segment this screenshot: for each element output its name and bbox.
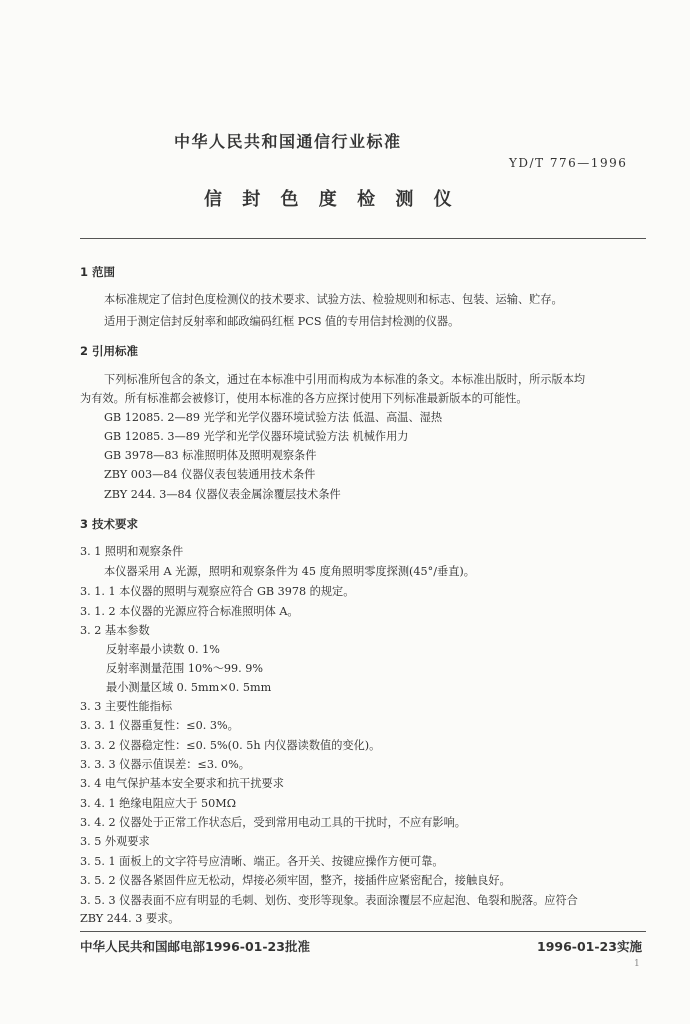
section-heading: 1 范围: [80, 265, 116, 279]
reference-item: ZBY 244. 3—84 仪器仪表金属涂覆层技术条件: [104, 488, 341, 501]
approval-statement: 中华人民共和国邮电部1996-01-23批准: [80, 939, 310, 954]
clause: 3. 4. 1 绝缘电阻应大于 50MΩ: [80, 797, 236, 810]
page-number: 1: [634, 959, 640, 969]
reference-item: ZBY 003—84 仪器仪表包装通用技术条件: [104, 468, 316, 481]
reference-item: GB 3978—83 标准照明体及照明观察条件: [104, 449, 317, 462]
clause: 3. 5. 3 仪器表面不应有明显的毛刺、划伤、变形等现象。表面涂覆层不应起泡、龟裂和脱落。应符合: [80, 894, 578, 907]
clause: 3. 4 电气保护基本安全要求和抗干扰要求: [80, 777, 284, 790]
clause: 3. 2 基本参数: [80, 624, 150, 637]
organization-title: 中华人民共和国通信行业标准: [174, 132, 402, 151]
parameter-item: 反射率最小读数 0. 1%: [106, 643, 220, 656]
footer-divider: [80, 931, 646, 932]
clause: 3. 3. 2 仪器稳定性：≤0. 5%(0. 5h 内仪器读数值的变化)。: [80, 739, 381, 752]
clause: 3. 5. 2 仪器各紧固件应无松动，焊接必须牢固，整齐，接插件应紧密配合，接触良好。: [80, 874, 511, 887]
clause: 3. 1. 2 本仪器的光源应符合标准照明体 A。: [80, 605, 299, 618]
reference-item: GB 12085. 2—89 光学和光学仪器环境试验方法 低温、高温、湿热: [104, 411, 443, 424]
paragraph: 为有效。所有标准都会被修订，使用本标准的各方应探讨使用下列标准最新版本的可能性。: [80, 392, 528, 405]
reference-item: GB 12085. 3—89 光学和光学仪器环境试验方法 机械作用力: [104, 430, 409, 443]
clause: 3. 3 主要性能指标: [80, 700, 173, 713]
clause: 3. 3. 1 仪器重复性：≤0. 3%。: [80, 719, 239, 732]
parameter-item: 反射率测量范围 10%～99. 9%: [106, 662, 264, 675]
clause: ZBY 244. 3 要求。: [80, 912, 180, 925]
paragraph: 适用于测定信封反射率和邮政编码红框 PCS 值的专用信封检测的仪器。: [104, 315, 460, 328]
clause: 3. 1. 1 本仪器的照明与观察应符合 GB 3978 的规定。: [80, 585, 355, 598]
clause: 3. 1 照明和观察条件: [80, 545, 184, 558]
section-heading: 3 技术要求: [80, 517, 139, 531]
clause: 3. 5. 1 面板上的文字符号应清晰、端正。各开关、按键应操作方便可靠。: [80, 855, 444, 868]
paragraph: 下列标准所包含的条文，通过在本标准中引用而构成为本标准的条文。本标准出版时，所示版本均: [104, 373, 586, 386]
standard-number: YD/T 776—1996: [509, 156, 628, 170]
parameter-item: 最小测量区域 0. 5mm×0. 5mm: [106, 681, 272, 694]
section-heading: 2 引用标准: [80, 344, 139, 358]
paragraph: 本标准规定了信封色度检测仪的技术要求、试验方法、检验规则和标志、包装、运输、贮存。: [104, 293, 563, 306]
clause: 3. 4. 2 仪器处于正常工作状态后，受到常用电动工具的干扰时，不应有影响。: [80, 816, 466, 829]
document-title: 信 封 色 度 检 测 仪: [204, 189, 459, 210]
paragraph: 本仪器采用 A 光源，照明和观察条件为 45 度角照明零度探测(45°/垂直)。: [104, 565, 475, 578]
header-divider: [80, 238, 646, 239]
clause: 3. 3. 3 仪器示值误差：≤3. 0%。: [80, 758, 250, 771]
clause: 3. 5 外观要求: [80, 835, 150, 848]
implementation-date: 1996-01-23实施: [537, 939, 642, 954]
